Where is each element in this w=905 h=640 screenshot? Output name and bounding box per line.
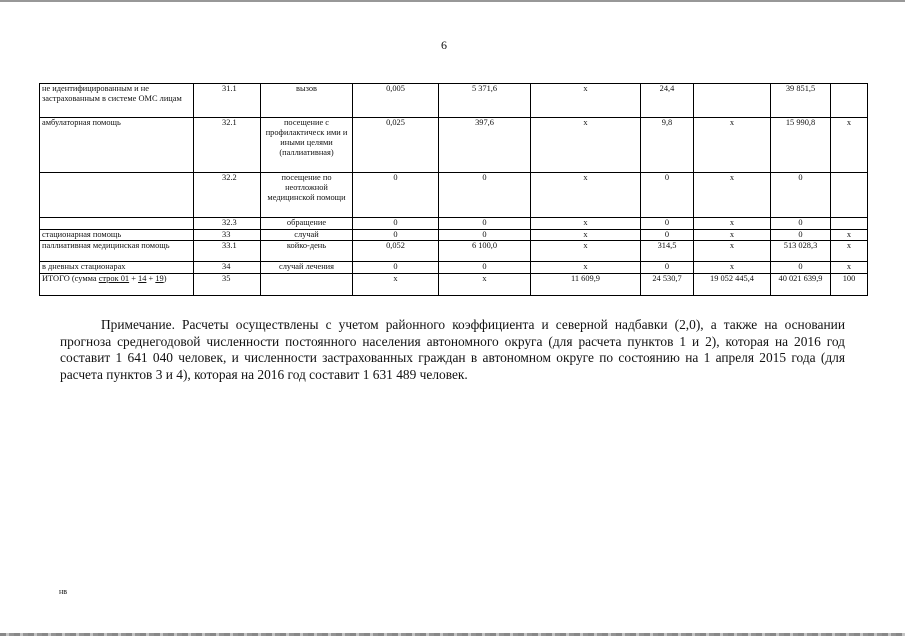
row-value: 11 609,9 <box>531 274 641 296</box>
total-label-suffix: ) <box>163 274 167 283</box>
row-value: 0 <box>353 218 439 230</box>
row-value: х <box>694 118 771 173</box>
row-value: 0,052 <box>353 241 439 262</box>
row-name: в дневных стационарах <box>40 262 194 274</box>
note-paragraph <box>60 317 845 383</box>
note-text: Примечание. Расчеты осуществлены с учетом районного коэффициента и северной надбавки (2,0), а также на основании прогноза среднегодовой численности постоянного населения автономного округа (для расчета пунктов 1 и 2), которая на 2016 год составит 1 641 040 человек, и численности застрахованных граждан в автономном округе по состоянию на 1 апреля 2015 года (для расчета пунктов 3 и 4), которая на 2016 год составит 1 631 489 человек. <box>60 317 845 382</box>
row-value: 0 <box>641 218 694 230</box>
row-value: 6 100,0 <box>439 241 531 262</box>
tariff-table <box>39 83 868 296</box>
row-value: 0 <box>439 173 531 218</box>
row-value: х <box>694 218 771 230</box>
row-value: х <box>831 241 868 262</box>
row-value: 0 <box>641 173 694 218</box>
scan-bottom-edge <box>0 633 905 636</box>
row-code: 33 <box>194 230 261 241</box>
row-value: 40 021 639,9 <box>771 274 831 296</box>
row-value <box>694 84 771 118</box>
total-label-sep: + <box>146 274 156 283</box>
row-value: х <box>531 230 641 241</box>
row-name <box>40 218 194 230</box>
row-value: х <box>831 118 868 173</box>
row-unit: койко-день <box>261 241 353 262</box>
row-unit: посещение по неотложной медицинской помощи <box>261 173 353 218</box>
table-row <box>40 241 868 262</box>
row-code: 31.1 <box>194 84 261 118</box>
row-value: 0 <box>439 218 531 230</box>
row-value <box>831 84 868 118</box>
row-value: 5 371,6 <box>439 84 531 118</box>
row-value: 513 028,3 <box>771 241 831 262</box>
row-value: 397,6 <box>439 118 531 173</box>
row-value: х <box>694 173 771 218</box>
row-value: х <box>831 262 868 274</box>
total-label-ref: 19 <box>155 274 164 283</box>
total-label-ref: строк 01 <box>98 274 130 283</box>
row-unit: вызов <box>261 84 353 118</box>
row-code: 34 <box>194 262 261 274</box>
row-value: 24,4 <box>641 84 694 118</box>
footer-mark: нв <box>59 587 68 596</box>
total-row-name <box>40 274 194 296</box>
row-value: х <box>531 118 641 173</box>
row-value: 0 <box>353 230 439 241</box>
table-row <box>40 118 868 173</box>
row-value: 39 851,5 <box>771 84 831 118</box>
row-value: 0 <box>771 230 831 241</box>
table-row <box>40 218 868 230</box>
table-row <box>40 230 868 241</box>
row-value: 0 <box>771 218 831 230</box>
row-value: 0 <box>353 262 439 274</box>
row-unit: обращение <box>261 218 353 230</box>
row-code: 32.1 <box>194 118 261 173</box>
row-value: 15 990,8 <box>771 118 831 173</box>
table-row <box>40 262 868 274</box>
scan-top-edge <box>0 0 905 2</box>
page-number: 6 <box>441 38 447 52</box>
row-value: 0 <box>353 173 439 218</box>
row-value: 0,005 <box>353 84 439 118</box>
row-value <box>831 173 868 218</box>
row-value: х <box>531 173 641 218</box>
row-value: х <box>531 262 641 274</box>
row-value: 19 052 445,4 <box>694 274 771 296</box>
total-label-ref: 14 <box>138 274 147 283</box>
row-value <box>831 218 868 230</box>
row-value: х <box>694 262 771 274</box>
row-code: 35 <box>194 274 261 296</box>
row-name: амбулаторная помощь <box>40 118 194 173</box>
row-code: 32.2 <box>194 173 261 218</box>
row-value: х <box>531 241 641 262</box>
row-value: 314,5 <box>641 241 694 262</box>
table-row <box>40 173 868 218</box>
row-value: 9,8 <box>641 118 694 173</box>
row-value: х <box>531 84 641 118</box>
row-value: х <box>531 218 641 230</box>
row-unit: посещение с профилактическ ими и иными целями (паллиативная) <box>261 118 353 173</box>
row-name <box>40 173 194 218</box>
row-value: х <box>694 230 771 241</box>
row-value: 0 <box>439 230 531 241</box>
row-value: 0 <box>771 173 831 218</box>
row-value: х <box>694 241 771 262</box>
row-name: паллиативная медицинская помощь <box>40 241 194 262</box>
row-code: 32.3 <box>194 218 261 230</box>
row-value: 0 <box>439 262 531 274</box>
row-value: х <box>353 274 439 296</box>
row-value: 24 530,7 <box>641 274 694 296</box>
row-value: 0 <box>641 230 694 241</box>
row-name: стационарная помощь <box>40 230 194 241</box>
row-value: 100 <box>831 274 868 296</box>
row-value: 0 <box>641 262 694 274</box>
table-row <box>40 84 868 118</box>
row-value: х <box>831 230 868 241</box>
row-name: не идентифицированным и не застрахованным в системе ОМС лицам <box>40 84 194 118</box>
total-label-prefix: ИТОГО (сумма <box>42 274 99 283</box>
row-unit: случай лечения <box>261 262 353 274</box>
row-value: 0 <box>771 262 831 274</box>
row-value: 0,025 <box>353 118 439 173</box>
row-unit <box>261 274 353 296</box>
total-label-sep: + <box>129 274 139 283</box>
row-value: х <box>439 274 531 296</box>
row-unit: случай <box>261 230 353 241</box>
table-row-total <box>40 274 868 296</box>
row-code: 33.1 <box>194 241 261 262</box>
